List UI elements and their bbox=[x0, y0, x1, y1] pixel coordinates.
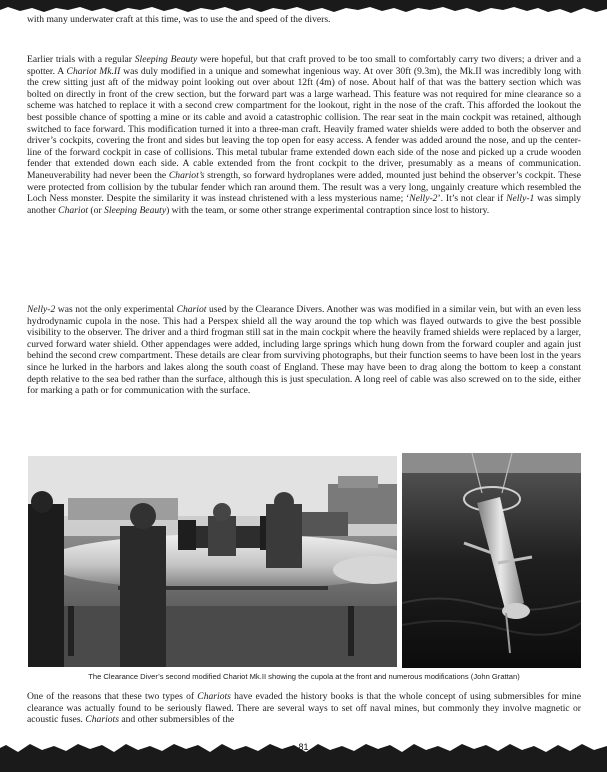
paragraph-continued: with many underwater craft at this time, was to use the and speed of the divers. bbox=[27, 14, 331, 25]
photo-chariot-on-dock bbox=[28, 456, 397, 667]
torn-bottom-edge bbox=[0, 742, 607, 772]
paragraph-mine-clearance-flaw: One of the reasons that these two types of Chariots have evaded the history books is that the whole concept of using submersibles for mine clearance was actually found to be seriously flawed. There are several ways to set off naval mines, but commonly they involve magnetic or acoustic fuses. Chariots and other submersibles of the bbox=[27, 691, 581, 726]
paragraph-nelly-2: Earlier trials with a regular Sleeping Beauty were hopeful, but that craft proved to be too small to comfortably carry two divers; a driver and a spotter. A Chariot Mk.II was duly modified in a unique and somewhat ingenious way. At over 30ft (9.3m), the Mk.II was incredibly long with the crew sitting just aft of the midway point looking out over about 12ft (4m) of nose. About half of that was the battery section which was bolted on directly in front of the crew section, but the forward part was a large warhead. This feature was not required for mine clearance so a scheme was hatched to replace it with a second crew compartment for the lookout, right in the nose of the craft. This afforded the lookout the best possible chance of spotting a mine or its cable and avoid a catastrophic collision. The rear seat in the main cockpit was retained, although switched to face forward. This modification turned it into a three-man craft. Heavily framed water shields were added to both the observer and driver’s cockpits, covering the front and sides but leaving the top open for easy access. A fender was added around the nose, and up the center-line of the forward cockpit in case of collisions. This metal tubular frame extended down each side of the nose and picked up a crude wooden fender that extended down each side. A cable extended from the front cockpit to the driver, presumably as a means of communication. Maneuverability had never been the Chariot’s strength, so forward hydroplanes were added, mounted just behind the observer’s cockpit. These were protected from collision by the tubular fender which ran around them. The result was a very long, ungainly creature which resembled the Loch Ness monster. Despite the similarity it was instead christened with a less mysterious name; ‘Nelly-2’. It’s not clear if Nelly-1 was simply another Chariot (or Sleeping Beauty) with the team, or some other strange experimental contraption since lost to history. bbox=[27, 54, 581, 216]
photo-caption: The Clearance Diver’s second modified Chariot Mk.II showing the cupola at the front and numerous modifications (John Grattan) bbox=[88, 672, 520, 681]
page-number: 81 bbox=[298, 742, 309, 752]
paragraph-second-chariot: Nelly-2 was not the only experimental Chariot used by the Clearance Divers. Another was was modified in a similar vein, but with an even less hydrodynamic cupola in the nose. This had a Perspex shield all the way around the top which was flayed outwards to give the best possible visibility to the observer. The driver and a third frogman still sat in the main cockpit where the heavily framed shields were replaced by a larger, curved forward water shield. Other appendages were added, including large springs which hung down from the forward coupler and again just behind the second crew compartment. These details are clear from surviving photographs, but their function seems to have been lost in the years since he lurked in the harbors and lakes along the south coast of England. These may have been to drag along the bottom to keep a constant depth relative to the sea bed rather than the surface, although this is just speculation. A long reel of cable was also screwed on to the side, either for marking a path or for communication with the surface. bbox=[27, 304, 581, 397]
photo-chariot-lowered-into-water bbox=[402, 453, 581, 668]
